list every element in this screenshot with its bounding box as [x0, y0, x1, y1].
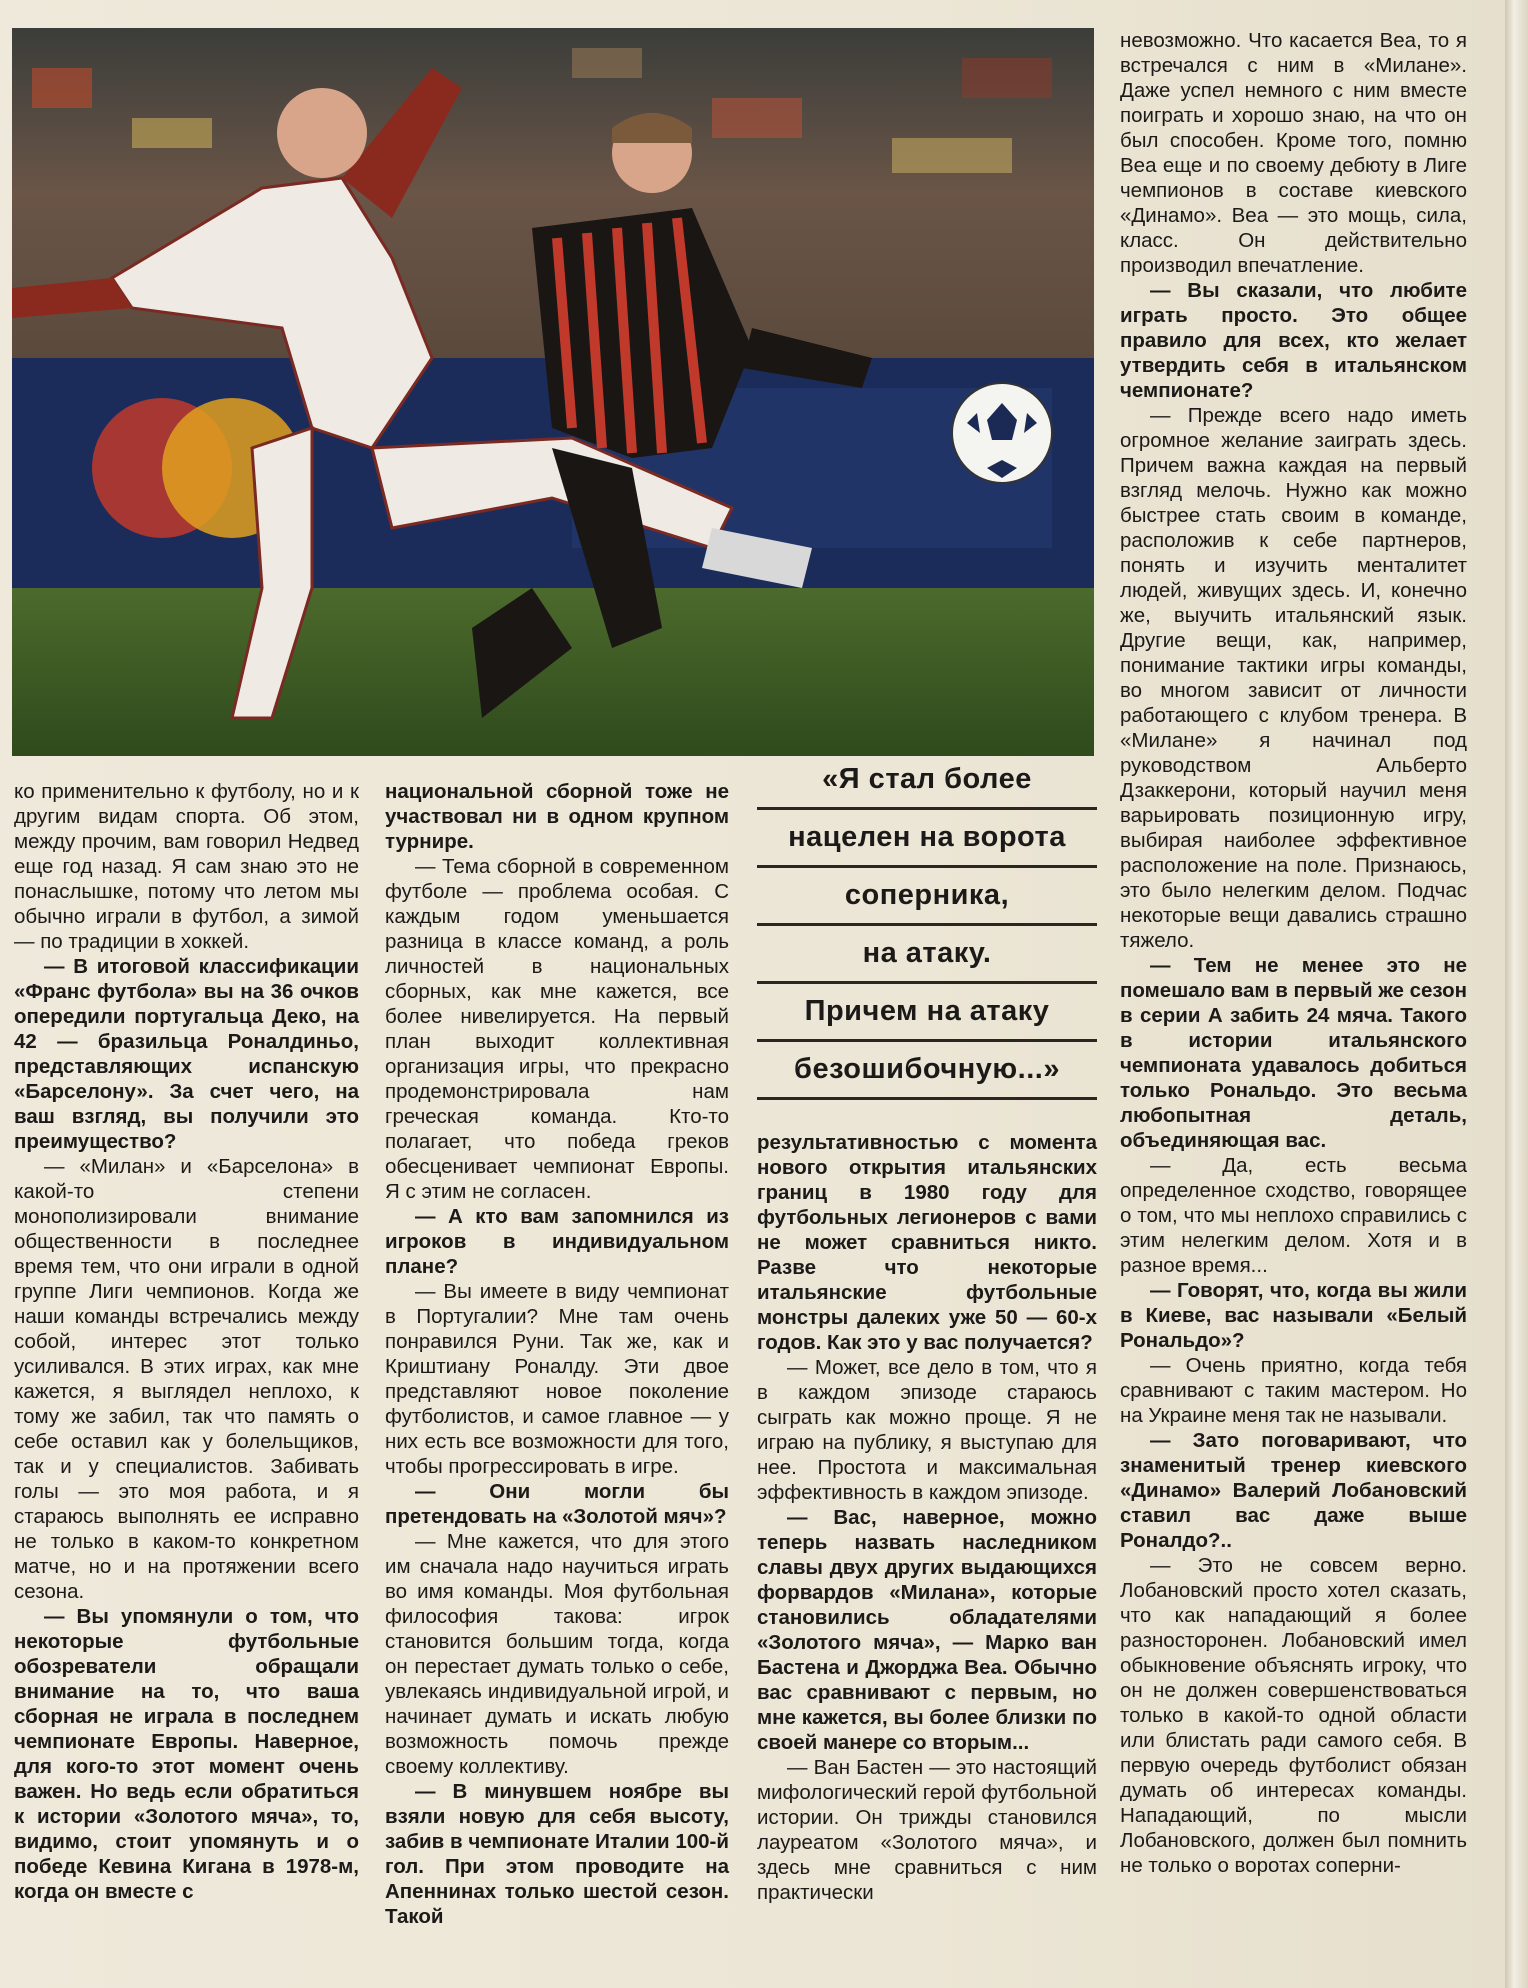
interview-answer: — «Милан» и «Барселона» в какой-то степени монополизировали внимание общественности в последнее время тем, что они играли в одной группе Лиги чемпионов. Когда же наши команды встречались между собой, интерес этот только усиливался. В этих играх, как мне кажется, я выглядел неплохо, к тому же забил, так что память о себе оставил как у болельщиков, так и у специалистов. Забивать голы — это моя работа, и я стараюсь выполнять ее исправно не только в каком-то конкретном матче, но и на протяжении всего сезона. [14, 1155, 359, 1603]
interview-answer: — Тема сборной в современном футболе — проблема особая. С каждым годом уменьшается разница в классе команд, а роль личностей в национальных сборных, как мне кажется, все более нивелируется. На первый план выходит коллективная организация игры, что прекрасно продемонстрировала нам греческая команда. Кто-то полагает, что победа греков обесценивает чемпионат Европы. Я с этим не согласен. [385, 855, 729, 1203]
interview-question: — Они могли бы претендовать на «Золотой мяч»? [385, 1480, 729, 1528]
soccer-ball-icon [952, 383, 1052, 483]
interview-question: — Говорят, что, когда вы жили в Киеве, вас называли «Белый Рональдо»? [1120, 1279, 1467, 1352]
article-column-4 [1120, 28, 1467, 1878]
article-column-3 [757, 1130, 1097, 1905]
pull-quote-line: нацелен на ворота [757, 810, 1097, 868]
interview-question: — Вы сказали, что любите играть просто. Это общее правило для всех, кто желает утвердить себя в итальянском чемпионате? [1120, 279, 1467, 402]
page-edge [1505, 0, 1528, 1988]
interview-question: результативностью с момента нового открытия итальянских границ в 1980 году для футбольных легионеров с вами не может сравниться никто. Разве что некоторые итальянские футбольные монстры далеких уже 50 — 60-х годов. Как это у вас получается? [757, 1131, 1097, 1354]
interview-answer: — Это не совсем верно. Лобановский просто хотел сказать, что как нападающий я более разносторонен. Лобановский имел обыкновение объяснять игроку, что он не должен совершенствоваться только в какой-то одной области или блистать ради самого себя. В первую очередь футболист обязан думать об интересах команды. Нападающий, по мысли Лобановского, должен был помнить не только о воротах соперни- [1120, 1554, 1467, 1877]
interview-answer: — Прежде всего надо иметь огромное желание заиграть здесь. Причем важна каждая на первый взгляд мелочь. Нужно как можно быстрее стать своим в команде, расположив к себе партнеров, понять и изучить менталитет людей, живущих здесь. И, конечно же, выучить итальянский язык. Другие вещи, как, например, понимание тактики игры команды, во многом зависит от личности работающего с клубом тренера. В «Милане» я начинал под руководством Альберто Дзаккерони, который научил меня варьировать позиционную игру, выбирая наиболее эффективное расположение на поле. Признаюсь, это было нелегким делом. Подчас некоторые вещи давались страшно тяжело. [1120, 404, 1467, 952]
pull-quote-line: на атаку. [757, 926, 1097, 984]
pull-quote-line: Причем на атаку [757, 984, 1097, 1042]
pull-quote-line: соперника, [757, 868, 1097, 926]
interview-answer: — Может, все дело в том, что я в каждом эпизоде стараюсь сыграть как можно проще. Я не играю на публику, я выступаю для нее. Простота и максимальная эффективность в каждом эпизоде. [757, 1356, 1097, 1504]
pull-quote-line: «Я стал более [757, 752, 1097, 810]
interview-question: национальной сборной тоже не участвовал ни в одном крупном турнире. [385, 780, 729, 853]
article-column-2 [385, 779, 729, 1929]
interview-answer: — Да, есть весьма определенное сходство, говорящее о том, что мы неплохо справились с этим нелегким делом. Хотя и в разное время... [1120, 1154, 1467, 1277]
interview-question: — В минувшем ноябре вы взяли новую для себя высоту, забив в чемпионате Италии 100-й гол. При этом проводите на Апеннинах только шестой сезон. Такой [385, 1780, 729, 1928]
interview-answer: невозможно. Что касается Веа, то я встречался с ним в «Милане». Даже успел немного с ним вместе поиграть и хорошо знаю, на что он был способен. Кроме того, помню Веа еще и по своему дебюту в Лиге чемпионов в составе киевского «Динамо». Веа — это мощь, сила, класс. Он действительно производил впечатление. [1120, 29, 1467, 277]
pull-quote-line: безошибочную...» [757, 1042, 1097, 1100]
pull-quote [757, 752, 1097, 1100]
interview-question: — В итоговой классификации «Франс футбола» вы на 36 очков опередили португальца Деко, на 42 — бразильца Роналдиньо, представляющих испанскую «Барселону». За счет чего, на ваш взгляд, вы получили это преимущество? [14, 955, 359, 1153]
article-column-1 [14, 779, 359, 1904]
interview-question: — А кто вам запомнился из игроков в индивидуальном плане? [385, 1205, 729, 1278]
interview-question: — Вас, наверное, можно теперь назвать наследником славы двух других выдающихся форвардов «Милана», которые становились обладателями «Золотого мяча», — Марко ван Бастена и Джорджа Веа. Обычно вас сравнивают с первым, но мне кажется, вы более близки по своей манере со вторым... [757, 1506, 1097, 1754]
interview-answer: ко применительно к футболу, но и к другим видам спорта. Об этом, между прочим, вам говорил Недвед еще год назад. Я сам знаю это не понаслышке, потому что летом мы обычно играли в футбол, а зимой — по традиции в хоккей. [14, 780, 359, 953]
interview-answer: — Очень приятно, когда тебя сравнивают с таким мастером. Но на Украине меня так не называли. [1120, 1354, 1467, 1427]
interview-answer: — Вы имеете в виду чемпионат в Португалии? Мне там очень понравился Руни. Так же, как и Криштиану Роналду. Эти двое представляют новое поколение футболистов, и самое главное — у них есть все возможности для того, чтобы прогрессировать в игре. [385, 1280, 729, 1478]
interview-question: — Зато поговаривают, что знаменитый тренер киевского «Динамо» Валерий Лобановский ставил вас даже выше Роналдо?.. [1120, 1429, 1467, 1552]
interview-question: — Вы упомянули о том, что некоторые футбольные обозреватели обращали внимание на то, что ваша сборная не играла в последнем чемпионате Европы. Наверное, для кого-то этот момент очень важен. Но ведь если обратиться к истории «Золотого мяча», то, видимо, стоит упомянуть и о победе Кевина Кигана в 1978-м, когда он вместе с [14, 1605, 359, 1903]
match-photo [12, 28, 1094, 756]
interview-question: — Тем не менее это не помешало вам в первый же сезон в серии А забить 24 мяча. Такого в истории итальянского чемпионата удавалось добиться только Рональдо. Это весьма любопытная деталь, объединяющая вас. [1120, 954, 1468, 1152]
interview-answer: — Мне кажется, что для этого им сначала надо научиться играть во имя команды. Моя футбольная философия такова: игрок становится большим тогда, когда он перестает думать только о себе, увлекаясь индивидуальной игрой, и начинает думать и искать любую возможность помочь прежде своему коллективу. [385, 1530, 729, 1778]
interview-answer: — Ван Бастен — это настоящий мифологический герой футбольной истории. Он трижды становился лауреатом «Золотого мяча», и здесь мне сравниться с ним практически [757, 1756, 1097, 1904]
